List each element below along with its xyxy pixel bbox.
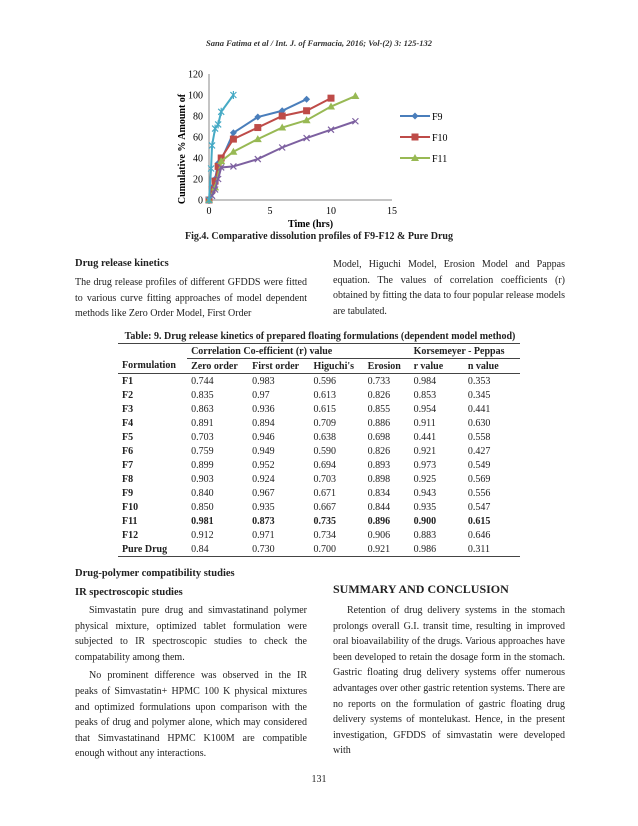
- cell: 0.900: [413, 515, 437, 527]
- cell: 0.345: [467, 389, 491, 401]
- paragraph: Simvastatin pure drug and simvastatinand polymer physical mixture, optimized tablet formulation were subjected to IR spectroscopic studies to check the compatability among them.: [75, 605, 307, 663]
- row-label: F6: [122, 445, 134, 457]
- paragraph: No prominent difference was observed in the IR peaks of Simvastatin+ HPMC 100 K physical mixtures and optimized formulations upon comparison with the peaks of drug and polymer alone, which may considered that Simvastatinand HPMC K100M are compatible enough without any interactions.: [75, 670, 307, 760]
- row-label: F5: [122, 431, 134, 443]
- cell: 0.935: [413, 501, 437, 513]
- cell: 0.353: [467, 375, 491, 387]
- cell: 0.733: [367, 375, 391, 387]
- row-label: F7: [122, 459, 134, 471]
- x-tick-label: 5: [267, 206, 273, 217]
- paragraph: Retention of drug delivery systems in the stomach prolongs overall G.I. transit time, resulting in improved oral bioavailability of the drugs. Various approaches have been developed to retain the dosage form in the stomach. Gastric floating drug delivery systems offer numerous advantages over other gastric retention systems. There are no reports on the formulation of gastric floating drug delivery systems of montelukast. Hence, in the present investigation, GFDDS of simvastatin were developed with: [333, 605, 565, 757]
- table-row: [118, 388, 520, 402]
- cell: 0.912: [191, 529, 214, 541]
- cell: 0.873: [252, 515, 275, 527]
- column-header: First order: [252, 360, 300, 372]
- running-header: Sana Fatima et al / Int. J. of Farmacia, 2016; Vol-(2) 3: 125-132: [206, 38, 432, 48]
- table-row: [118, 486, 520, 500]
- legend-label-f9: F9: [432, 112, 443, 123]
- row-label: F11: [122, 515, 138, 527]
- cell: 0.886: [367, 417, 391, 429]
- table-row: [118, 402, 520, 416]
- data-point-pure-drug: [230, 91, 236, 99]
- y-tick-label: 20: [193, 174, 203, 186]
- cell: 0.441: [413, 431, 437, 443]
- cell: 0.921: [413, 445, 437, 457]
- figure-caption: Fig.4. Comparative dissolution profiles of F9-F12 & Pure Drug: [185, 231, 453, 242]
- cell: 0.986: [413, 543, 437, 555]
- table-row: [118, 430, 520, 444]
- cell: 0.441: [467, 403, 491, 415]
- x-tick-label: 10: [326, 206, 336, 217]
- data-point-f9: [303, 96, 310, 103]
- row-label: F12: [122, 529, 139, 541]
- cell: 0.826: [367, 389, 391, 401]
- cell: 0.844: [367, 501, 391, 513]
- legend-label-f11: F11: [432, 154, 448, 165]
- x-tick-label: 0: [206, 206, 212, 217]
- data-point-f10: [303, 107, 310, 114]
- cell: 0.954: [413, 403, 437, 415]
- page-number: 131: [311, 774, 327, 785]
- data-point-pure-drug: [209, 141, 215, 149]
- cell: 0.703: [313, 473, 336, 485]
- paragraph: The drug release profiles of different GFDDS were fitted to various curve fitting approaches of model dependent methods like Zero Order Model, First Order: [75, 277, 307, 320]
- cell: 0.569: [467, 473, 491, 485]
- table-row: [118, 374, 520, 389]
- cell: 0.853: [413, 389, 437, 401]
- cell: 0.981: [191, 515, 214, 527]
- cell: 0.983: [252, 375, 275, 387]
- column-header: Higuchi's: [313, 360, 355, 372]
- paragraph: Model, Higuchi Model, Erosion Model and Pappas equation. The values of correlation coefficients (r) obtained by fitting the data to four popular release models are tabulated.: [333, 259, 565, 317]
- row-label: F4: [122, 417, 134, 429]
- cell: 0.921: [367, 543, 391, 555]
- y-axis-label: Cumulative % Amount of: [177, 93, 188, 205]
- cell: 0.646: [467, 529, 491, 541]
- group-header-peppas: Korsemeyer - Peppas: [410, 344, 520, 359]
- cell: 0.700: [313, 543, 336, 555]
- table-row: [118, 472, 520, 486]
- x-tick-label: 15: [387, 206, 397, 217]
- cell: 0.883: [413, 529, 437, 541]
- cell: 0.899: [191, 459, 214, 471]
- heading-drug-release-kinetics: Drug release kinetics: [75, 258, 169, 269]
- cell: 0.967: [252, 487, 275, 499]
- cell: 0.744: [191, 375, 214, 387]
- table-row: [118, 416, 520, 430]
- table-row: [118, 458, 520, 472]
- row-label: F8: [122, 473, 134, 485]
- cell: 0.898: [367, 473, 391, 485]
- cell: 0.84: [191, 543, 209, 555]
- cell: 0.667: [313, 501, 336, 513]
- row-label: F10: [122, 501, 139, 513]
- cell: 0.556: [467, 487, 491, 499]
- cell: 0.893: [367, 459, 391, 471]
- cell: 0.850: [191, 501, 214, 513]
- cell: 0.549: [467, 459, 491, 471]
- cell: 0.698: [367, 431, 391, 443]
- cell: 0.863: [191, 403, 214, 415]
- cell: 0.596: [313, 375, 336, 387]
- kinetics-table: [118, 343, 520, 557]
- y-tick-label: 40: [193, 153, 203, 165]
- column-header: Erosion: [367, 360, 401, 372]
- data-point-pure-drug: [215, 120, 221, 128]
- column-header: r value: [413, 360, 444, 372]
- cell: 0.735: [313, 515, 336, 527]
- cell: 0.946: [252, 431, 275, 443]
- cell: 0.949: [252, 445, 275, 457]
- legend-marker-f10: [412, 134, 419, 141]
- cell: 0.984: [413, 375, 437, 387]
- table-row: [118, 528, 520, 542]
- row-label: F2: [122, 389, 134, 401]
- cell: 0.558: [467, 431, 491, 443]
- cell: 0.935: [252, 501, 275, 513]
- cell: 0.855: [367, 403, 391, 415]
- cell: 0.547: [467, 501, 491, 513]
- cell: 0.671: [313, 487, 336, 499]
- table-row: [118, 514, 520, 528]
- y-tick-label: 100: [188, 90, 203, 102]
- row-label: F9: [122, 487, 134, 499]
- y-tick-label: 0: [198, 195, 203, 207]
- cell: 0.709: [313, 417, 336, 429]
- dissolution-chart: [160, 62, 480, 232]
- cell: 0.840: [191, 487, 214, 499]
- cell: 0.911: [413, 417, 436, 429]
- row-label: Pure Drug: [122, 543, 168, 555]
- data-point-f10: [230, 136, 237, 143]
- cell: 0.97: [252, 389, 270, 401]
- heading-compatibility: Drug-polymer compatibility studies: [75, 568, 235, 579]
- cell: 0.613: [313, 389, 336, 401]
- cell: 0.694: [313, 459, 336, 471]
- row-label: F3: [122, 403, 134, 415]
- heading-summary: SUMMARY AND CONCLUSION: [333, 582, 509, 596]
- cell: 0.896: [367, 515, 391, 527]
- table-row: [118, 542, 520, 557]
- data-point-f10: [328, 95, 335, 102]
- column-header: n value: [467, 360, 499, 372]
- group-header-correlation: Correlation Co-efficient (r) value: [187, 344, 410, 359]
- cell: 0.703: [191, 431, 214, 443]
- table-row: [118, 500, 520, 514]
- cell: 0.734: [313, 529, 336, 541]
- heading-ir: IR spectroscopic studies: [75, 587, 183, 598]
- data-point-f10: [279, 113, 286, 120]
- legend-marker-f9: [412, 113, 419, 120]
- cell: 0.730: [252, 543, 275, 555]
- data-point-f11: [351, 92, 359, 99]
- y-tick-label: 120: [188, 69, 203, 81]
- cell: 0.952: [252, 459, 275, 471]
- x-axis-label: Time (hrs): [287, 219, 334, 230]
- cell: 0.826: [367, 445, 391, 457]
- cell: 0.834: [367, 487, 391, 499]
- cell: 0.427: [467, 445, 491, 457]
- cell: 0.924: [252, 473, 275, 485]
- cell: 0.759: [191, 445, 214, 457]
- cell: 0.630: [467, 417, 491, 429]
- cell: 0.590: [313, 445, 336, 457]
- row-label: F1: [122, 375, 134, 387]
- cell: 0.615: [467, 515, 491, 527]
- cell: 0.638: [313, 431, 336, 443]
- cell: 0.835: [191, 389, 214, 401]
- cell: 0.311: [467, 543, 490, 555]
- cell: 0.615: [313, 403, 336, 415]
- y-tick-label: 60: [193, 132, 203, 144]
- cell: 0.943: [413, 487, 437, 499]
- cell: 0.903: [191, 473, 214, 485]
- cell: 0.925: [413, 473, 437, 485]
- cell: 0.894: [252, 417, 275, 429]
- column-header: Formulation: [122, 360, 176, 372]
- cell: 0.891: [191, 417, 214, 429]
- table-title: Table: 9. Drug release kinetics of prepared floating formulations (dependent model method): [124, 331, 516, 342]
- data-point-f10: [254, 124, 261, 131]
- data-point-pure-drug: [218, 108, 224, 116]
- column-header: Zero order: [191, 360, 238, 372]
- y-tick-label: 80: [193, 111, 203, 123]
- legend-label-f10: F10: [432, 133, 448, 144]
- table-row: [118, 444, 520, 458]
- cell: 0.936: [252, 403, 275, 415]
- cell: 0.971: [252, 529, 275, 541]
- cell: 0.906: [367, 529, 391, 541]
- cell: 0.973: [413, 459, 437, 471]
